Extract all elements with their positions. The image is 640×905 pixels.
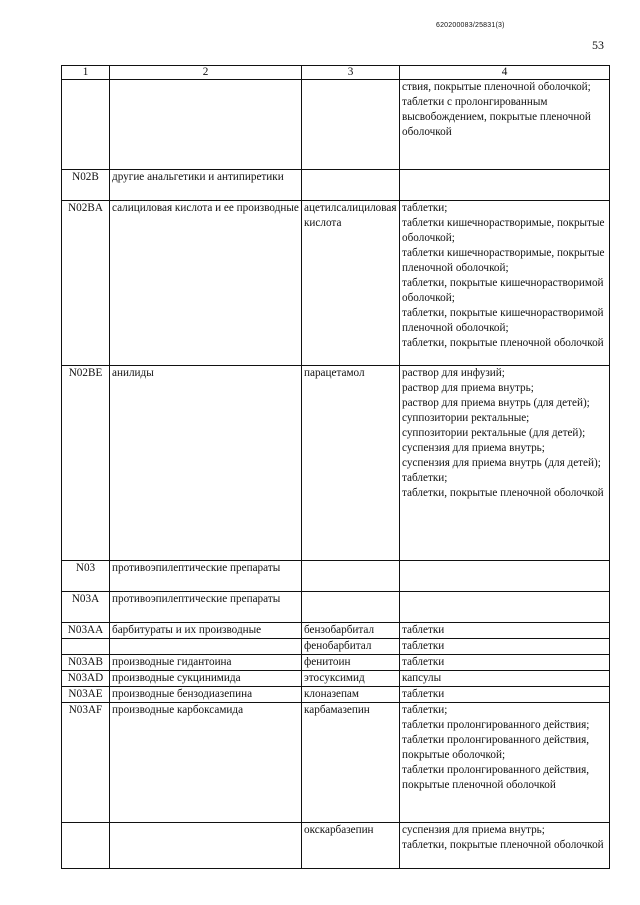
- atc-code-cell: N03A: [62, 592, 110, 623]
- header-row: [62, 66, 610, 80]
- column-header-2: 2: [110, 66, 302, 80]
- table-body: [62, 80, 610, 869]
- atc-code-cell: N02BA: [62, 201, 110, 366]
- table-row: [62, 561, 610, 592]
- group-cell: производные бензодиазепина: [110, 687, 302, 703]
- table-row: [62, 201, 610, 366]
- drug-cell: бензобарбитал: [302, 623, 400, 639]
- drug-cell: [302, 561, 400, 592]
- group-cell: барбитураты и их производные: [110, 623, 302, 639]
- drug-cell: фенобарбитал: [302, 639, 400, 655]
- table-row: [62, 655, 610, 671]
- dosage-forms-cell: таблетки: [400, 687, 610, 703]
- dosage-forms-cell: суспензия для приема внутрь; таблетки, покрытые пленочной оболочкой: [400, 823, 610, 869]
- column-header-4: 4: [400, 66, 610, 80]
- dosage-forms-cell: [400, 592, 610, 623]
- drug-table: [61, 65, 610, 869]
- dosage-forms-cell: таблетки: [400, 623, 610, 639]
- drug-cell: [302, 170, 400, 201]
- dosage-forms-cell: таблетки; таблетки кишечнорастворимые, покрытые оболочкой; таблетки кишечнорастворимые, покрытые пленочной оболочкой; таблетки, покрытые кишечнорастворимой оболочкой; таблетки, покрытые кишечнорастворимой пленочной оболочкой; таблетки, покрытые пленочной оболочкой: [400, 201, 610, 366]
- group-cell: [110, 639, 302, 655]
- dosage-forms-cell: таблетки: [400, 655, 610, 671]
- group-cell: производные гидантоина: [110, 655, 302, 671]
- dosage-forms-cell: таблетки: [400, 639, 610, 655]
- drug-cell: клоназепам: [302, 687, 400, 703]
- group-cell: противоэпилептические препараты: [110, 592, 302, 623]
- table-row: [62, 823, 610, 869]
- atc-code-cell: [62, 823, 110, 869]
- drug-cell: фенитоин: [302, 655, 400, 671]
- atc-code-cell: N03AE: [62, 687, 110, 703]
- table-row: [62, 80, 610, 170]
- group-cell: [110, 80, 302, 170]
- document-code: 620200083/25831(3): [436, 22, 505, 29]
- atc-code-cell: N02BE: [62, 366, 110, 561]
- group-cell: противоэпилептические препараты: [110, 561, 302, 592]
- dosage-forms-cell: ствия, покрытые пленочной оболочкой; таблетки с пролонгированным высвобождением, покрытые пленочной оболочкой: [400, 80, 610, 170]
- table-row: [62, 623, 610, 639]
- atc-code-cell: N02B: [62, 170, 110, 201]
- column-header-3: 3: [302, 66, 400, 80]
- table-row: [62, 703, 610, 823]
- column-header-1: 1: [62, 66, 110, 80]
- drug-cell: этосуксимид: [302, 671, 400, 687]
- atc-code-cell: [62, 80, 110, 170]
- dosage-forms-cell: капсулы: [400, 671, 610, 687]
- drug-cell: карбамазепин: [302, 703, 400, 823]
- group-cell: производные карбоксамида: [110, 703, 302, 823]
- drug-cell: окскарбазепин: [302, 823, 400, 869]
- dosage-forms-cell: таблетки; таблетки пролонгированного действия; таблетки пролонгированного действия, покрытые оболочкой; таблетки пролонгированного действия, покрытые пленочной оболочкой: [400, 703, 610, 823]
- drug-cell: [302, 80, 400, 170]
- drug-cell: [302, 592, 400, 623]
- atc-code-cell: N03: [62, 561, 110, 592]
- table-row: [62, 687, 610, 703]
- table-row: [62, 366, 610, 561]
- atc-code-cell: N03AD: [62, 671, 110, 687]
- table-row: [62, 639, 610, 655]
- table-row: [62, 671, 610, 687]
- group-cell: другие анальгетики и антипиретики: [110, 170, 302, 201]
- group-cell: салициловая кислота и ее производные: [110, 201, 302, 366]
- atc-code-cell: N03AF: [62, 703, 110, 823]
- group-cell: анилиды: [110, 366, 302, 561]
- dosage-forms-cell: [400, 561, 610, 592]
- page-number: 53: [592, 38, 604, 52]
- drug-cell: парацетамол: [302, 366, 400, 561]
- atc-code-cell: N03AB: [62, 655, 110, 671]
- atc-code-cell: N03AA: [62, 623, 110, 639]
- dosage-forms-cell: раствор для инфузий; раствор для приема внутрь; раствор для приема внутрь (для детей); суппозитории ректальные; суппозитории ректальные (для детей); суспензия для приема внутрь; суспензия для приема внутрь (для детей); таблетки; таблетки, покрытые пленочной оболочкой: [400, 366, 610, 561]
- dosage-forms-cell: [400, 170, 610, 201]
- group-cell: [110, 823, 302, 869]
- table-row: [62, 592, 610, 623]
- table-header: [62, 66, 610, 80]
- table-row: [62, 170, 610, 201]
- atc-code-cell: [62, 639, 110, 655]
- drug-cell: ацетилсалициловая кислота: [302, 201, 400, 366]
- group-cell: производные сукцинимида: [110, 671, 302, 687]
